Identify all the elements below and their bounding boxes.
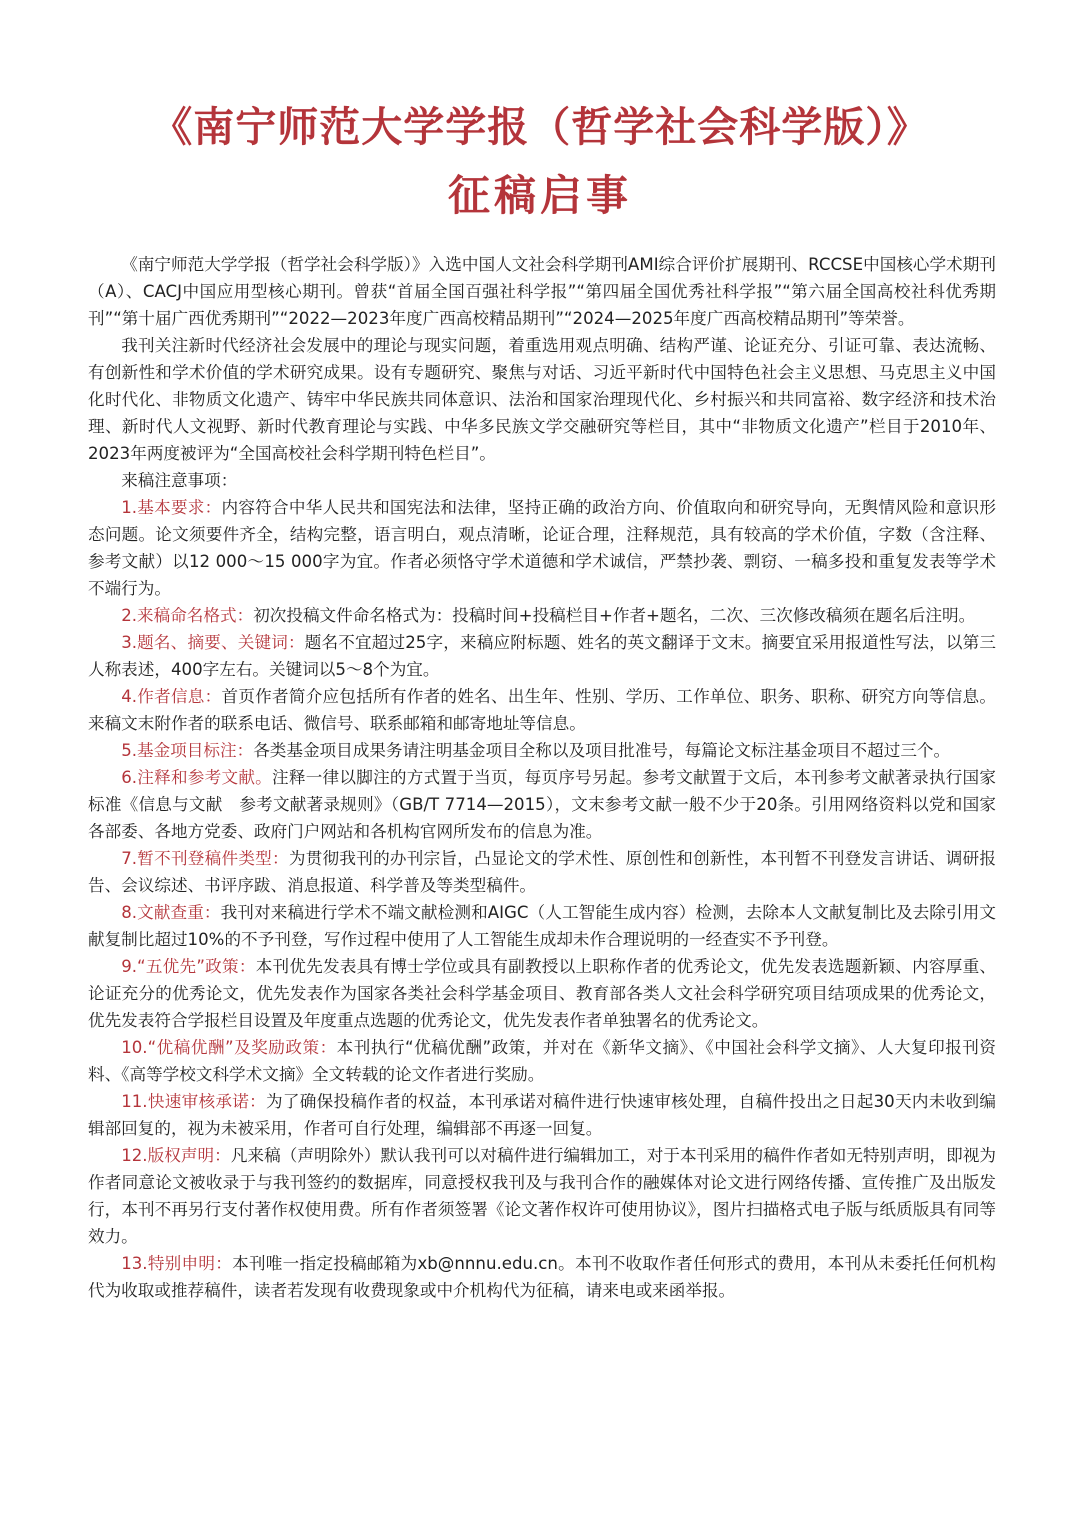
notes-heading: 来稿注意事项： xyxy=(121,471,238,490)
notice-item xyxy=(88,764,996,845)
item-label: 5.基金项目标注： xyxy=(121,741,254,760)
item-text: 首页作者简介应包括所有作者的姓名、出生年、性别、学历、工作单位、职务、职称、研究方向等信息。来稿文末附作者的联系电话、微信号、联系邮箱和邮寄地址等信息。 xyxy=(88,687,996,733)
item-text: 为了确保投稿作者的权益，本刊承诺对稿件进行快速审核处理，自稿件投出之日起30天内未收到编辑部回复的，视为未被采用，作者可自行处理，编辑部不再逐一回复。 xyxy=(88,1092,996,1138)
item-label: 11.快速审核承诺： xyxy=(121,1092,267,1111)
item-label: 10.“优稿优酬”及奖励政策： xyxy=(121,1038,337,1057)
notice-item xyxy=(88,1034,996,1088)
intro-paragraph: 《南宁师范大学学报（哲学社会科学版）》入选中国人文社会科学期刊AMI综合评价扩展期刊、RCCSE中国核心学术期刊（A）、CACJ中国应用型核心期刊。曾获“首届全国百强社科学报”“第四届全国优秀社科学报”“第六届全国高校社科优秀期刊”“第十届广西优秀期刊”“2022—2023年度广西高校精品期刊”“2024—2025年度广西高校精品期刊”等荣誉。 xyxy=(88,255,996,328)
notice-item xyxy=(88,953,996,1034)
item-text: 为贯彻我刊的办刊宗旨，凸显论文的学术性、原创性和创新性，本刊暂不刊登发言讲话、调研报告、会议综述、书评序跋、消息报道、科学普及等类型稿件。 xyxy=(88,849,996,895)
item-label: 12.版权声明： xyxy=(121,1146,231,1165)
notice-item xyxy=(88,1250,996,1304)
item-text: 题名不宜超过25字，来稿应附标题、姓名的英文翻译于文末。摘要宜采用报道性写法，以第三人称表述，400字左右。关键词以5～8个为宜。 xyxy=(88,633,996,679)
item-label: 2.来稿命名格式： xyxy=(121,606,254,625)
notice-item xyxy=(88,602,996,629)
item-text: 内容符合中华人民共和国宪法和法律，坚持正确的政治方向、价值取向和研究导向，无舆情风险和意识形态问题。论文须要件齐全，结构完整，语言明白，观点清晰，论证合理，注释规范，具有较高的学术价值，字数（含注释、参考文献）以12 000～15 000字为宜。作者必须恪守学术道德和学术诚信，严禁抄袭、剽窃、一稿多投和重复发表等学术不端行为。 xyxy=(88,498,996,598)
item-text: 本刊执行“优稿优酬”政策，并对在《新华文摘》、《中国社会科学文摘》、人大复印报刊资料、《高等学校文科学术文摘》全文转载的论文作者进行奖励。 xyxy=(88,1038,996,1084)
item-label: 1.基本要求： xyxy=(121,498,222,517)
item-text: 注释一律以脚注的方式置于当页，每页序号另起。参考文献置于文后，本刊参考文献著录执行国家标准《信息与文献 参考文献著录规则》（GB/T 7714—2015），文末参考文献一般不少于20条。引用网络资料以党和国家各部委、各地方党委、政府门户网站和各机构官网所发布的信息为准。 xyxy=(88,768,996,841)
notice-item xyxy=(88,683,996,737)
item-label: 3.题名、摘要、关键词： xyxy=(121,633,305,652)
item-label: 6.注释和参考文献。 xyxy=(121,768,273,787)
item-text: 凡来稿（声明除外）默认我刊可以对稿件进行编辑加工，对于本刊采用的稿件作者如无特别声明，即视为作者同意论文被收录于与我刊签约的数据库，同意授权我刊及与我刊合作的融媒体对论文进行网络传播、宣传推广及出版发行，本刊不再另行支付著作权使用费。所有作者须签署《论文著作权许可使用协议》，图片扫描格式电子版与纸质版具有同等效力。 xyxy=(88,1146,997,1246)
notice-item xyxy=(88,1088,996,1142)
notice-item xyxy=(88,845,996,899)
item-text: 我刊对来稿进行学术不端文献检测和AIGC（人工智能生成内容）检测，去除本人文献复制比及去除引用文献复制比超过10%的不予刊登，写作过程中使用了人工智能生成却未作合理说明的一经查实不予刊登。 xyxy=(88,903,996,949)
page-subtitle: 征稿启事 xyxy=(447,171,632,220)
notice-item xyxy=(88,629,996,683)
item-label: 9.“五优先”政策： xyxy=(121,957,256,976)
notice-item xyxy=(88,1142,996,1250)
item-label: 7.暂不刊登稿件类型： xyxy=(121,849,289,868)
notice-item xyxy=(88,899,996,953)
item-label: 13.特别申明： xyxy=(121,1254,233,1273)
item-label: 4.作者信息： xyxy=(121,687,222,706)
notice-item xyxy=(88,494,996,602)
notice-item xyxy=(88,737,996,764)
item-label: 8.文献查重： xyxy=(121,903,221,922)
item-text: 各类基金项目成果务请注明基金项目全称以及项目批准号，每篇论文标注基金项目不超过三个。 xyxy=(253,741,951,760)
item-text: 本刊优先发表具有博士学位或具有副教授以上职称作者的优秀论文，优先发表选题新颖、内容厚重、论证充分的优秀论文，优先发表作为国家各类社会科学基金项目、教育部各类人文社会科学研究项目结项成果的优秀论文，优先发表符合学报栏目设置及年度重点选题的优秀论文，优先发表作者单独署名的优秀论文。 xyxy=(88,957,997,1030)
item-text: 本刊唯一指定投稿邮箱为xb@nnnu.edu.cn。本刊不收取作者任何形式的费用，本刊从未委托任何机构代为收取或推荐稿件，读者若发现有收费现象或中介机构代为征稿，请来电或来函举报。 xyxy=(88,1254,997,1300)
notice-body xyxy=(88,251,996,1304)
page-title: 《南宁师范大学学报（哲学社会科学版）》 xyxy=(151,103,929,151)
item-text: 初次投稿文件命名格式为：投稿时间+投稿栏目+作者+题名，二次、三次修改稿须在题名后注明。 xyxy=(253,606,976,625)
intro-paragraph: 我刊关注新时代经济社会发展中的理论与现实问题，着重选用观点明确、结构严谨、论证充分、引证可靠、表达流畅、有创新性和学术价值的学术研究成果。设有专题研究、聚焦与对话、习近平新时代中国特色社会主义思想、马克思主义中国化时代化、非物质文化遗产、铸牢中华民族共同体意识、法治和国家治理现代化、乡村振兴和共同富裕、数字经济和技术治理、新时代人文视野、新时代教育理论与实践、中华多民族文学交融研究等栏目，其中“非物质文化遗产”栏目于2010年、2023年两度被评为“全国高校社会科学期刊特色栏目”。 xyxy=(88,336,996,463)
